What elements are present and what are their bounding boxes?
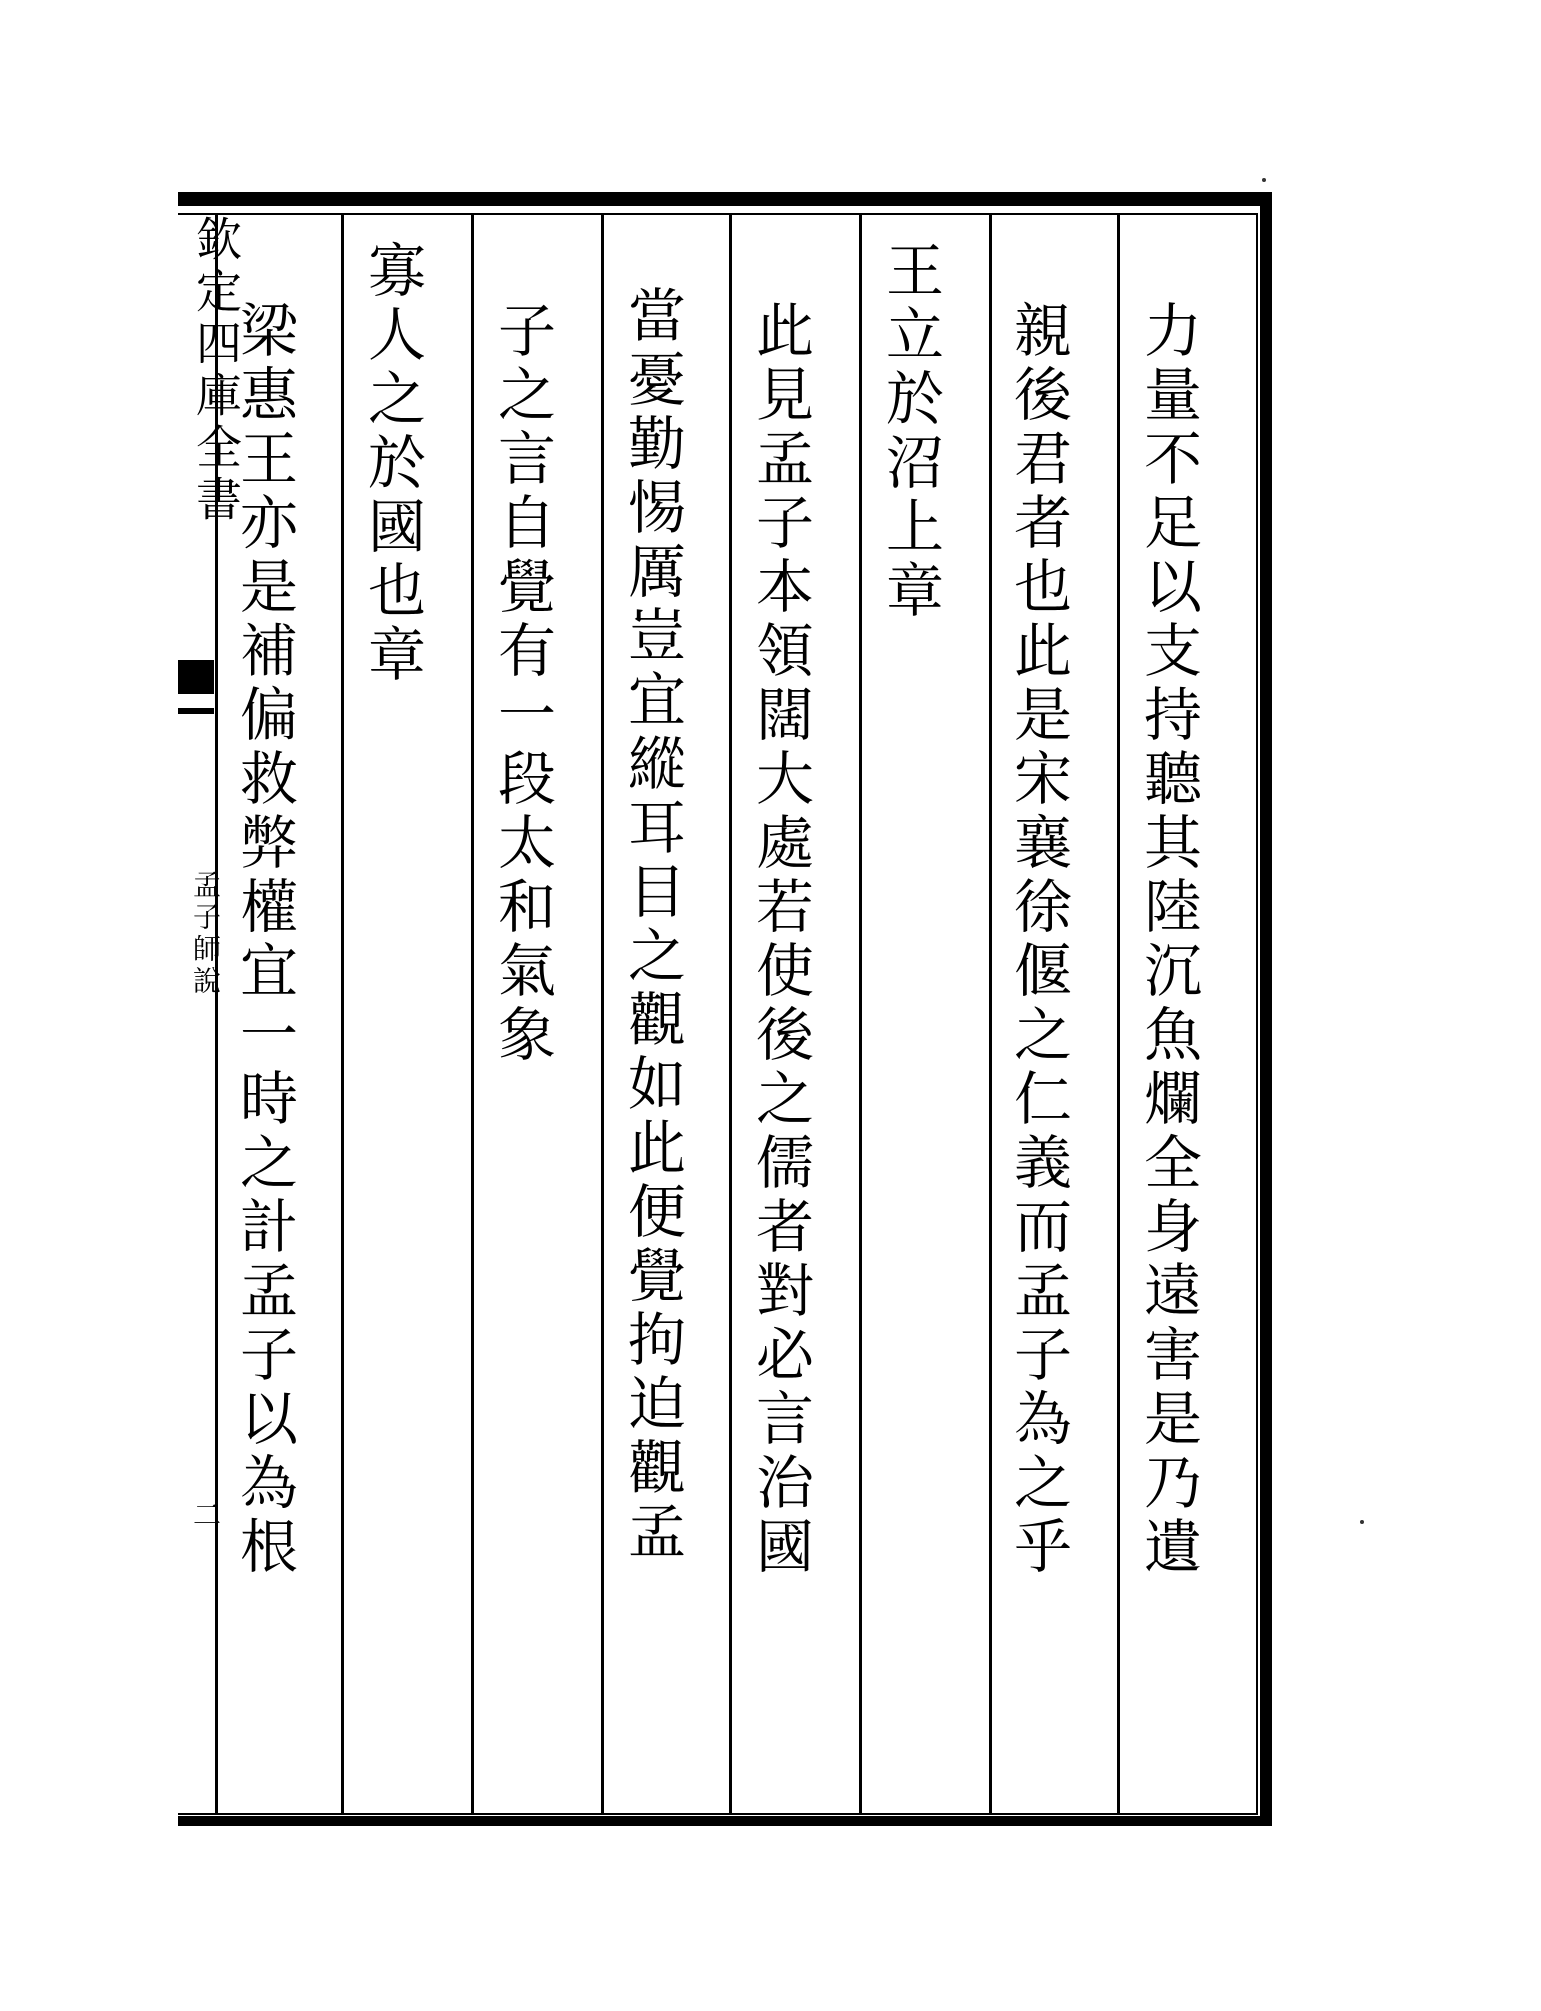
column-rule — [989, 213, 992, 1815]
text-column-4: 此見孟子本領闊大處若使後之儒者對必言治國 — [746, 300, 814, 1580]
column-rule — [1117, 213, 1120, 1815]
text-column-3: 王立於沼上章 — [876, 240, 944, 624]
text-column-2: 親後君者也此是宋襄徐偃之仁義而孟子為之乎 — [1004, 300, 1072, 1580]
text-column-5: 當憂勤惕厲豈宜縱耳目之觀如此便覺拘迫觀孟 — [618, 285, 686, 1565]
column-rule — [601, 213, 604, 1815]
text-column-7: 寡人之於國也章 — [358, 240, 426, 688]
margin-book-title: 欽定四庫全書 — [189, 215, 243, 527]
text-column-8: 梁惠王亦是補偏救弊權宜一時之計孟子以為根 — [230, 300, 298, 1580]
margin-section-title: 孟子師說 — [189, 870, 222, 998]
column-rule — [471, 213, 474, 1815]
column-rule — [859, 213, 862, 1815]
scan-speck — [1360, 1520, 1364, 1524]
inner-frame — [178, 213, 1258, 1815]
text-column-1: 力量不足以支持聽其陸沉魚爛全身遠害是乃遺 — [1134, 300, 1202, 1580]
scan-speck — [1262, 178, 1266, 182]
fishtail-ornament — [178, 660, 214, 694]
column-rule — [341, 213, 344, 1815]
margin-page-number: 二 — [189, 1500, 222, 1528]
fishtail-ornament-lower — [178, 694, 214, 714]
column-rule — [729, 213, 732, 1815]
text-column-6: 子之言自覺有一段太和氣象 — [488, 300, 556, 1068]
